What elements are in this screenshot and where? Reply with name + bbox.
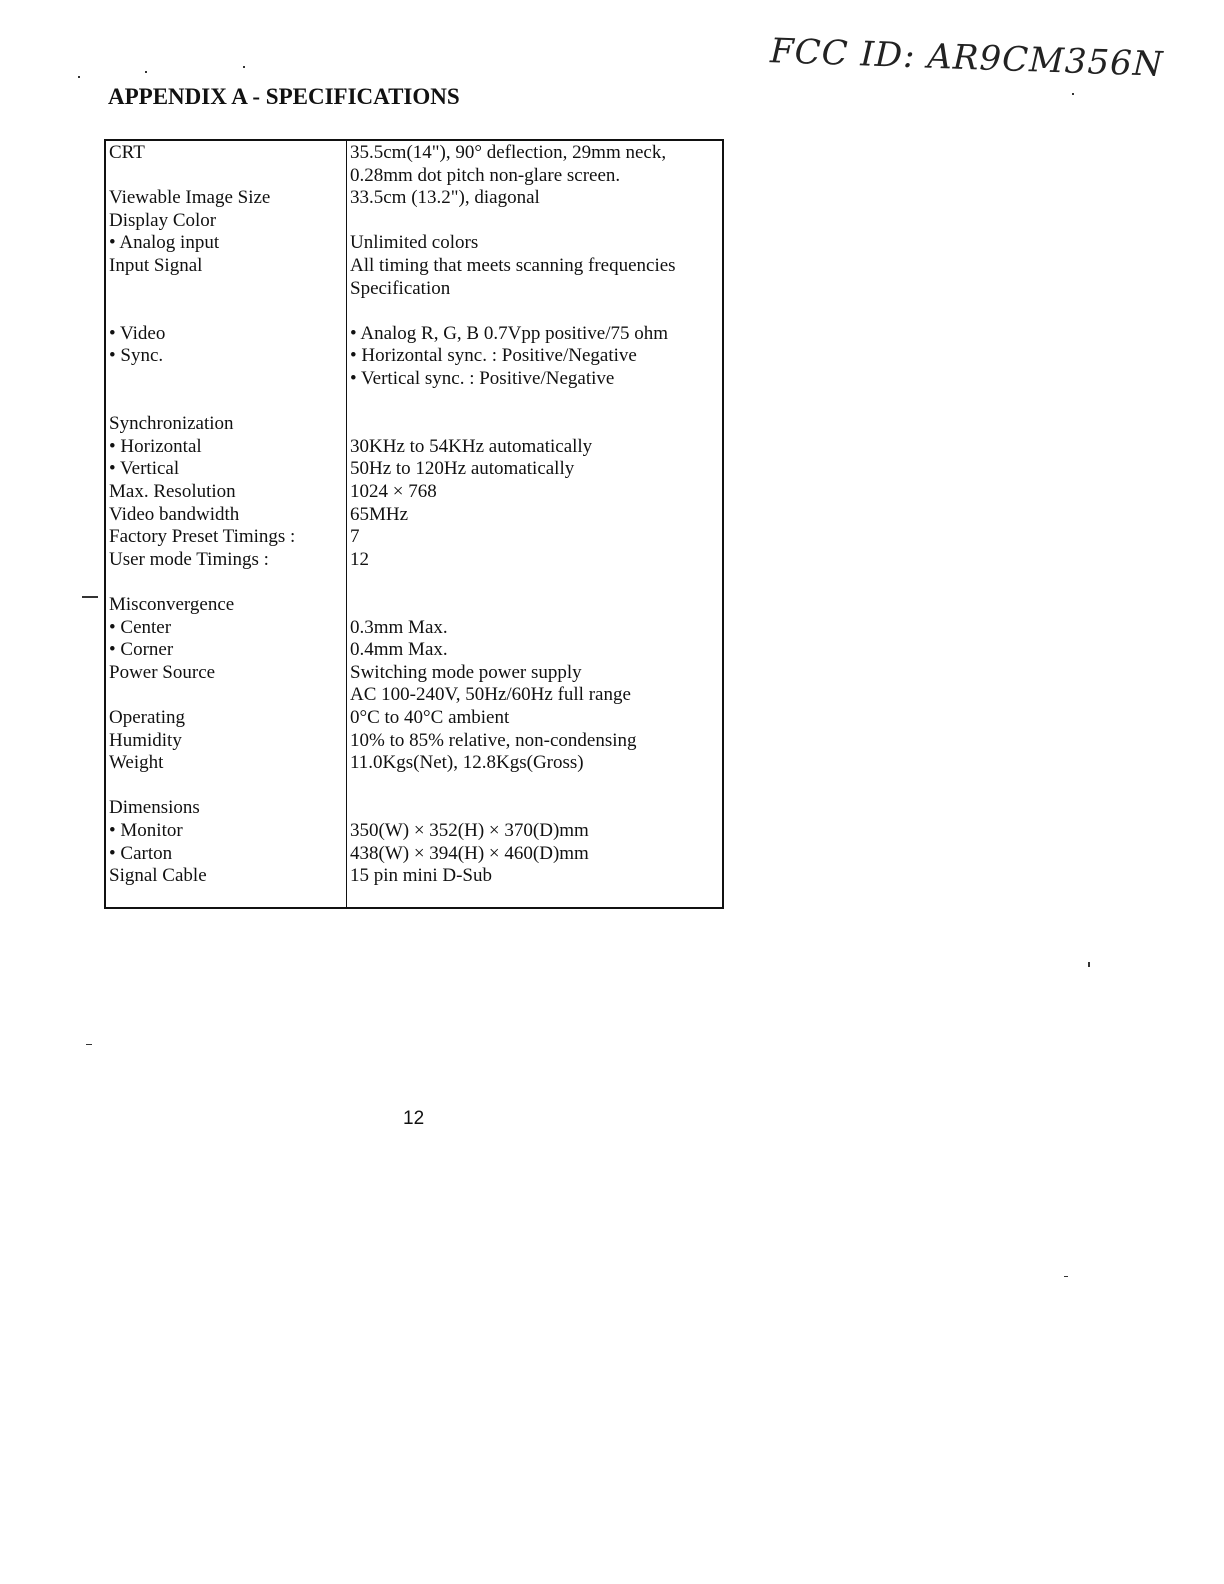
page-number: 12 (403, 1108, 425, 1129)
spec-label: CRT (109, 142, 145, 163)
spec-value: 30KHz to 54KHz automatically (350, 435, 593, 457)
spec-value: All timing that meets scanning frequencies (350, 255, 676, 276)
spec-value: 1024 × 768 (350, 481, 437, 502)
spec-label: Display Color (109, 209, 217, 231)
spec-value: AC 100-240V, 50Hz/60Hz full range (350, 684, 631, 706)
spec-label: Signal Cable (109, 865, 207, 887)
spec-label: Factory Preset Timings : (109, 526, 296, 548)
spec-label: • Vertical (109, 458, 180, 480)
spec-label: User mode Timings : (109, 548, 269, 570)
spec-label: Weight (109, 752, 164, 774)
spec-value: • Vertical sync. : Positive/Negative (350, 368, 615, 389)
column-divider (346, 141, 347, 907)
spec-label: Max. Resolution (109, 481, 236, 502)
spec-label: • Horizontal (109, 435, 202, 457)
spec-label: • Video (109, 322, 166, 344)
spec-value: 50Hz to 120Hz automatically (350, 458, 575, 480)
spec-value: 11.0Kgs(Net), 12.8Kgs(Gross) (350, 752, 584, 774)
spec-value: 15 pin mini D-Sub (350, 865, 492, 887)
spec-label: • Monitor (109, 820, 183, 841)
spec-value: 33.5cm (13.2"), diagonal (350, 187, 540, 209)
specifications-table (104, 139, 724, 909)
spec-label: Viewable Image Size (109, 187, 271, 209)
spec-value: Specification (350, 277, 451, 299)
spec-label: Dimensions (109, 797, 200, 819)
scan-speck (86, 1044, 92, 1045)
spec-label: Input Signal (109, 255, 203, 276)
scan-speck (145, 71, 147, 73)
scan-speck (1072, 93, 1074, 95)
spec-value: 0.28mm dot pitch non-glare screen. (350, 164, 621, 186)
spec-label: • Sync. (109, 345, 164, 367)
spec-value: 7 (350, 526, 360, 548)
scan-speck (1064, 1276, 1068, 1277)
page-title: APPENDIX A - SPECIFICATIONS (108, 84, 460, 109)
spec-value: 10% to 85% relative, non-condensing (350, 729, 637, 751)
spec-value: • Horizontal sync. : Positive/Negative (350, 345, 637, 367)
spec-label: Misconvergence (109, 594, 235, 615)
spec-value: 12 (350, 548, 369, 570)
spec-value: 0°C to 40°C ambient (350, 707, 510, 728)
spec-value: 0.4mm Max. (350, 639, 448, 661)
spec-label: • Analog input (109, 232, 220, 254)
spec-label: • Carton (109, 842, 173, 864)
spec-label: Operating (109, 707, 185, 728)
spec-label: Synchronization (109, 413, 234, 435)
spec-value: 35.5cm(14"), 90° deflection, 29mm neck, (350, 142, 667, 163)
spec-value: Unlimited colors (350, 232, 479, 254)
scan-speck (78, 76, 80, 78)
spec-value: 350(W) × 352(H) × 370(D)mm (350, 820, 589, 841)
spec-label: Humidity (109, 729, 182, 751)
scan-speck (243, 66, 245, 68)
spec-label: • Center (109, 616, 172, 638)
spec-value: 0.3mm Max. (350, 616, 448, 638)
handwritten-fcc-id: FCC ID: AR9CM356N (769, 31, 1165, 85)
spec-label: • Corner (109, 639, 174, 661)
spec-value: 438(W) × 394(H) × 460(D)mm (350, 842, 589, 864)
scan-mark-dash (82, 596, 98, 598)
scan-speck (1088, 962, 1090, 967)
spec-value: Switching mode power supply (350, 661, 582, 683)
spec-label: Power Source (109, 661, 216, 683)
spec-value: • Analog R, G, B 0.7Vpp positive/75 ohm (350, 322, 669, 344)
spec-value: 65MHz (350, 503, 409, 525)
spec-label: Video bandwidth (109, 503, 240, 525)
